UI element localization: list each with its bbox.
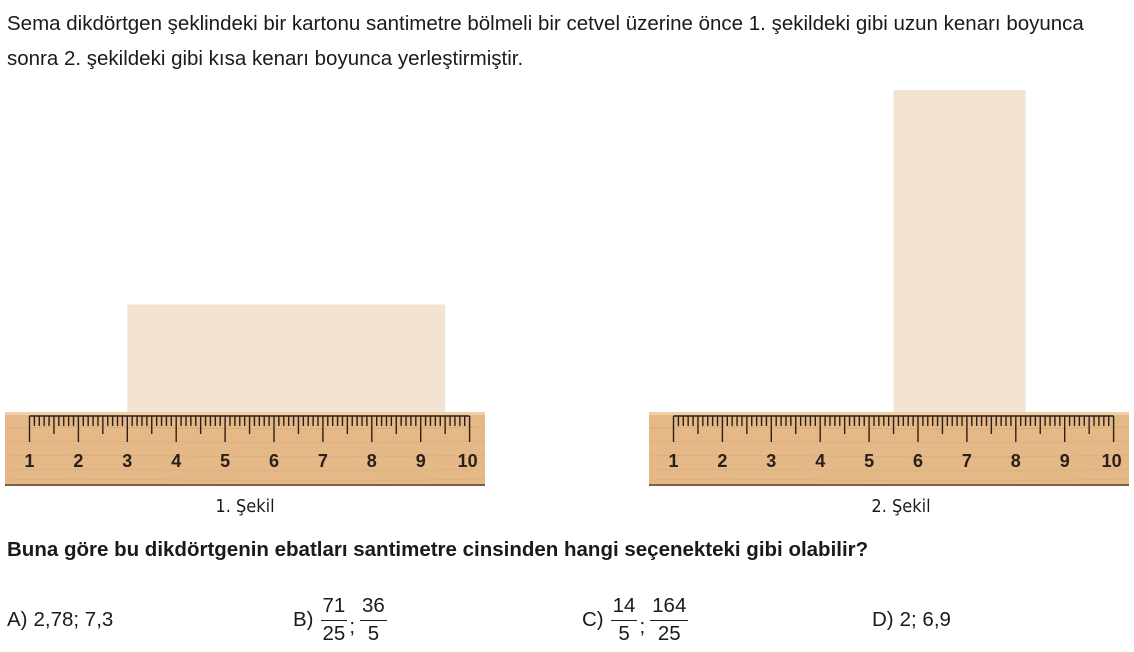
fraction-numerator: 164	[650, 596, 688, 621]
ruler-label: 6	[912, 451, 924, 471]
separator: ;	[349, 615, 356, 638]
ruler-label: 2	[717, 451, 728, 471]
ruler-label: 3	[122, 451, 133, 471]
ruler-label: 10	[1101, 451, 1122, 471]
figure-1-caption: 1. Şekil	[215, 496, 275, 517]
figure-2	[649, 90, 1129, 488]
ruler-label: 8	[1010, 451, 1021, 471]
ruler-label: 9	[415, 451, 426, 471]
fraction-denominator: 25	[322, 621, 346, 645]
ruler-label: 2	[73, 451, 84, 471]
ruler-top-edge	[649, 412, 1129, 415]
ruler-label: 1	[668, 451, 679, 471]
intro-text: Sema dikdörtgen şeklindeki bir kartonu santimetre bölmeli bir cetvel üzerine önce 1. şekildeki gibi uzun kenarı boyunca sonra 2. şekildeki gibi kısa kenarı boyunca yerleştirmiştir.	[7, 12, 1084, 70]
ruler-label: 7	[961, 451, 972, 471]
cardboard-rectangle	[894, 90, 1026, 414]
separator: ;	[639, 615, 646, 638]
option-c-fraction-1	[611, 596, 638, 644]
ruler-label: 4	[171, 451, 182, 471]
ruler-label: 5	[220, 451, 231, 471]
option-b-fraction-1	[321, 596, 348, 644]
option-a-letter: A)	[7, 608, 28, 631]
fraction-numerator: 36	[360, 596, 387, 621]
ruler-label: 7	[317, 451, 328, 471]
fraction-denominator: 25	[657, 621, 681, 645]
option-c-fraction-2	[650, 596, 688, 644]
figure-1	[5, 90, 485, 488]
option-d-value: 2; 6,9	[899, 608, 951, 631]
option-c[interactable]	[582, 591, 689, 649]
ruler-top-edge	[5, 412, 485, 415]
option-c-letter: C)	[582, 608, 604, 631]
option-d[interactable]	[872, 591, 951, 649]
fraction-numerator: 14	[611, 596, 638, 621]
question-text: Buna göre bu dikdörtgenin ebatları santimetre cinsinden hangi seçenekteki gibi olabilir?	[7, 538, 869, 561]
ruler-label: 3	[766, 451, 777, 471]
fraction-denominator: 5	[618, 621, 630, 645]
figure-2-drawing	[649, 90, 1129, 488]
option-a-value: 2,78; 7,3	[33, 608, 114, 631]
option-b-letter: B)	[293, 608, 314, 631]
ruler-label: 10	[457, 451, 478, 471]
figure-1-drawing	[5, 90, 485, 488]
ruler-label: 9	[1059, 451, 1070, 471]
option-a[interactable]	[7, 591, 113, 649]
ruler-label: 1	[24, 451, 35, 471]
ruler-label: 6	[268, 451, 280, 471]
option-b-fraction-2	[360, 596, 387, 644]
fraction-numerator: 71	[321, 596, 348, 621]
figure-2-caption: 2. Şekil	[871, 496, 931, 517]
ruler-label: 8	[366, 451, 377, 471]
ruler-label: 4	[815, 451, 826, 471]
ruler-label: 5	[864, 451, 875, 471]
cardboard-rectangle	[127, 304, 445, 414]
fraction-denominator: 5	[367, 621, 380, 645]
option-b[interactable]	[293, 591, 388, 649]
option-d-letter: D)	[872, 608, 894, 631]
